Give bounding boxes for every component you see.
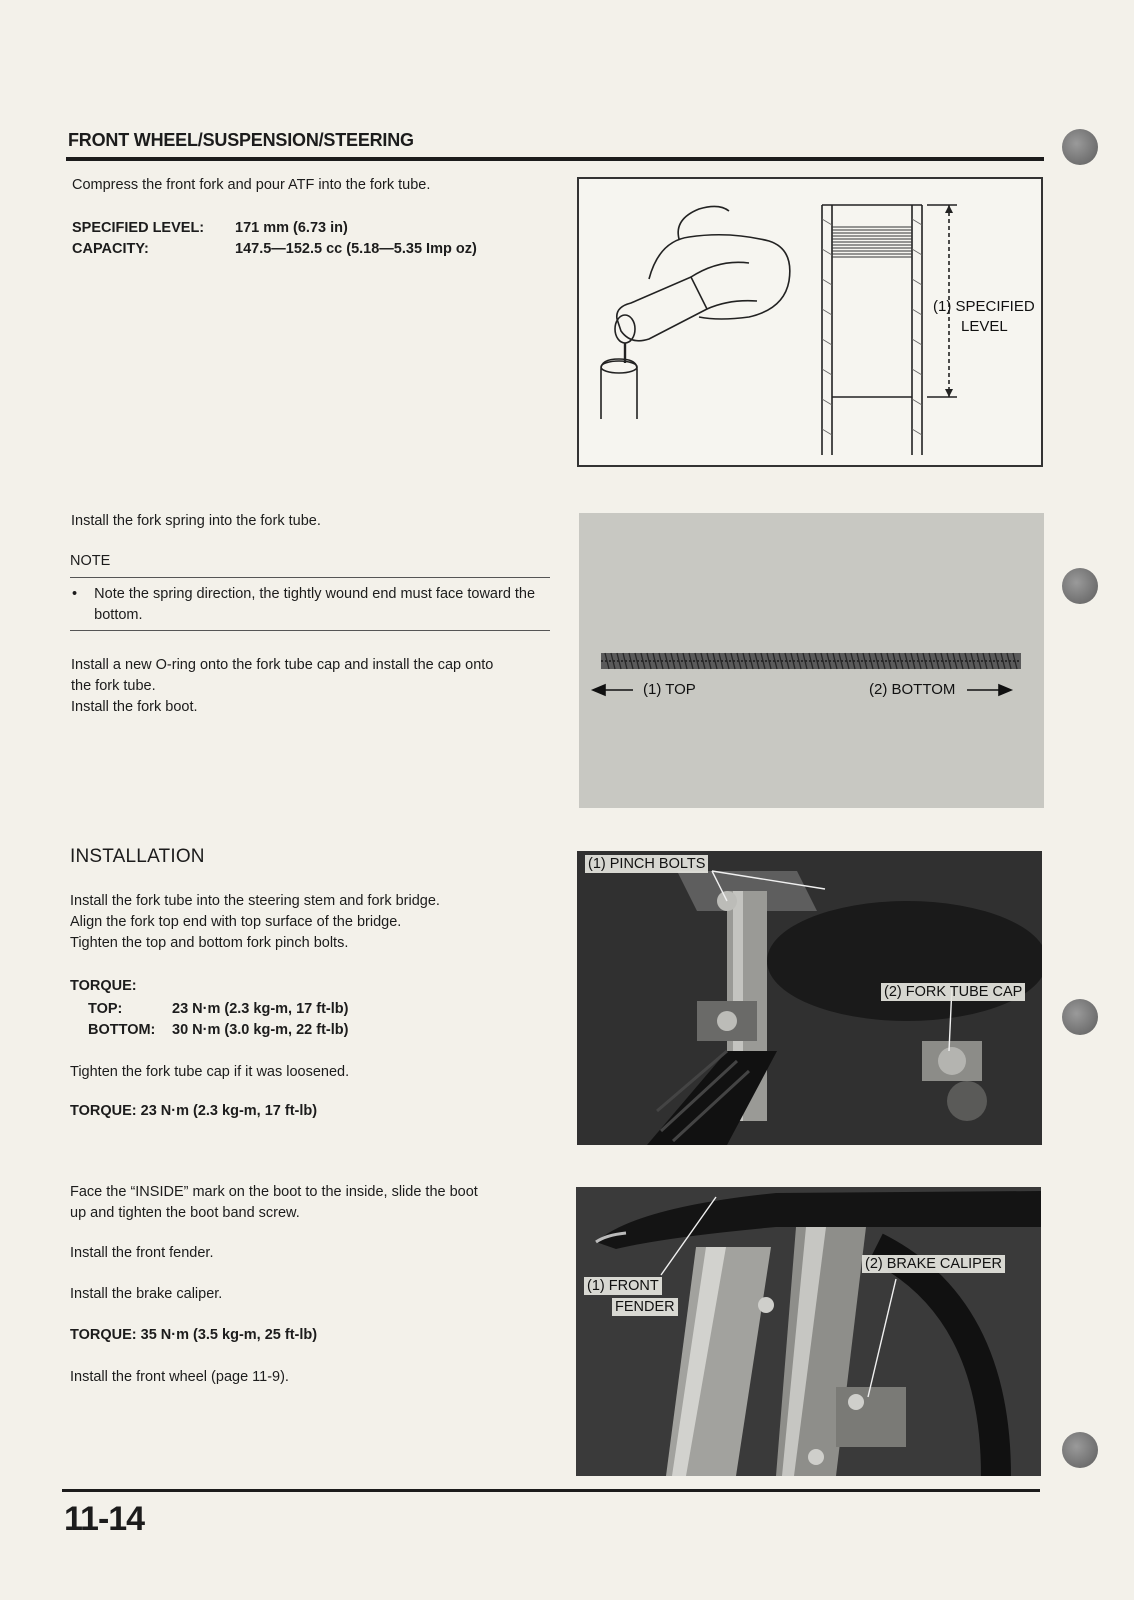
torque-list: [70, 999, 348, 1041]
torque-top: [70, 999, 348, 1020]
fender-caliper-illustration: [576, 1187, 1041, 1476]
note-rule-bottom: [70, 630, 550, 631]
installation-line3: Tighten the top and bottom fork pinch bolts.: [70, 935, 349, 951]
spec-row-level: [72, 218, 477, 239]
bullet-icon: •: [72, 586, 78, 602]
note-label: NOTE: [70, 553, 111, 569]
fender-instruction: Install the front fender.: [70, 1245, 214, 1261]
fork-cap-line1: Install a new O-ring onto the fork tube cap and install the cap onto: [71, 657, 494, 673]
installation-steps: [70, 891, 440, 954]
spec-value: 147.5—152.5 cc (5.18—5.35 Imp oz): [235, 241, 477, 257]
spec-key: CAPACITY:: [72, 241, 149, 257]
header-rule: [66, 157, 1044, 161]
fork-cap-instruction: [71, 655, 493, 718]
fork-installation-photo: [577, 851, 1042, 1145]
fork-spring-photo: [579, 513, 1044, 808]
torque-key: BOTTOM:: [88, 1022, 156, 1038]
caliper-instruction: Install the brake caliper.: [70, 1286, 223, 1302]
spec-key: SPECIFIED LEVEL:: [72, 220, 205, 236]
fender-caliper-photo: [576, 1187, 1041, 1476]
installation-heading: INSTALLATION: [70, 846, 205, 867]
installation-line1: Install the fork tube into the steering stem and fork bridge.: [70, 893, 440, 909]
front-fender-label-line1: (1) FRONT: [584, 1277, 662, 1295]
spec-row-capacity: [72, 239, 477, 260]
fork-cap-torque-spec: TORQUE: 23 N·m (2.3 kg-m, 17 ft-lb): [70, 1103, 318, 1119]
spring-bottom-label: (2) BOTTOM: [869, 681, 956, 698]
brake-caliper-label: (2) BRAKE CALIPER: [862, 1255, 1005, 1273]
fork-spring-instruction: Install the fork spring into the fork tube.: [71, 513, 321, 529]
fork-cap-line2: the fork tube.: [71, 678, 156, 694]
specified-level-label-line1: (1) SPECIFIED: [933, 298, 1035, 315]
pinch-bolt-torque-spec: [70, 976, 348, 1041]
fork-oil-diagram: [577, 177, 1043, 467]
fork-spring-illustration: [579, 513, 1044, 808]
boot-line2: up and tighten the boot band screw.: [70, 1205, 300, 1221]
torque-bottom: [70, 1020, 348, 1041]
fork-tube-cap-label: (2) FORK TUBE CAP: [881, 983, 1025, 1001]
torque-value: 30 N·m (3.0 kg-m, 22 ft-lb): [172, 1022, 349, 1038]
wheel-instruction: Install the front wheel (page 11-9).: [70, 1369, 289, 1385]
binder-hole: [1062, 1432, 1098, 1468]
fork-boot-line: Install the fork boot.: [71, 699, 198, 715]
torque-label: TORQUE:: [70, 978, 137, 994]
spring-top-label: (1) TOP: [643, 681, 696, 698]
front-fender-label-line2: FENDER: [612, 1298, 678, 1316]
atf-instruction: Compress the front fork and pour ATF into the fork tube.: [72, 177, 431, 193]
torque-key: TOP:: [88, 1001, 123, 1017]
spec-value: 171 mm (6.73 in): [235, 220, 348, 236]
pinch-bolts-label: (1) PINCH BOLTS: [585, 855, 708, 873]
footer-rule: [62, 1489, 1040, 1492]
caliper-torque-spec: TORQUE: 35 N·m (3.5 kg-m, 25 ft-lb): [70, 1327, 318, 1343]
note-text: Note the spring direction, the tightly wound end must face toward the bottom.: [94, 586, 536, 623]
page-header-title: FRONT WHEEL/SUSPENSION/STEERING: [68, 130, 414, 150]
spec-table: [72, 218, 477, 260]
torque-value: 23 N·m (2.3 kg-m, 17 ft-lb): [172, 1001, 349, 1017]
specified-level-label-line2: LEVEL: [961, 318, 1008, 335]
note-body: [70, 578, 550, 630]
binder-hole: [1062, 999, 1098, 1035]
installation-line2: Align the fork top end with top surface of the bridge.: [70, 914, 402, 930]
note-block: [70, 553, 550, 631]
fork-cap-tighten-text: Tighten the fork tube cap if it was loosened.: [70, 1064, 350, 1080]
binder-hole: [1062, 129, 1098, 165]
boot-line1: Face the “INSIDE” mark on the boot to the inside, slide the boot: [70, 1184, 478, 1200]
boot-instruction: [70, 1182, 478, 1224]
page-number: 11-14: [64, 1500, 145, 1538]
binder-hole: [1062, 568, 1098, 604]
